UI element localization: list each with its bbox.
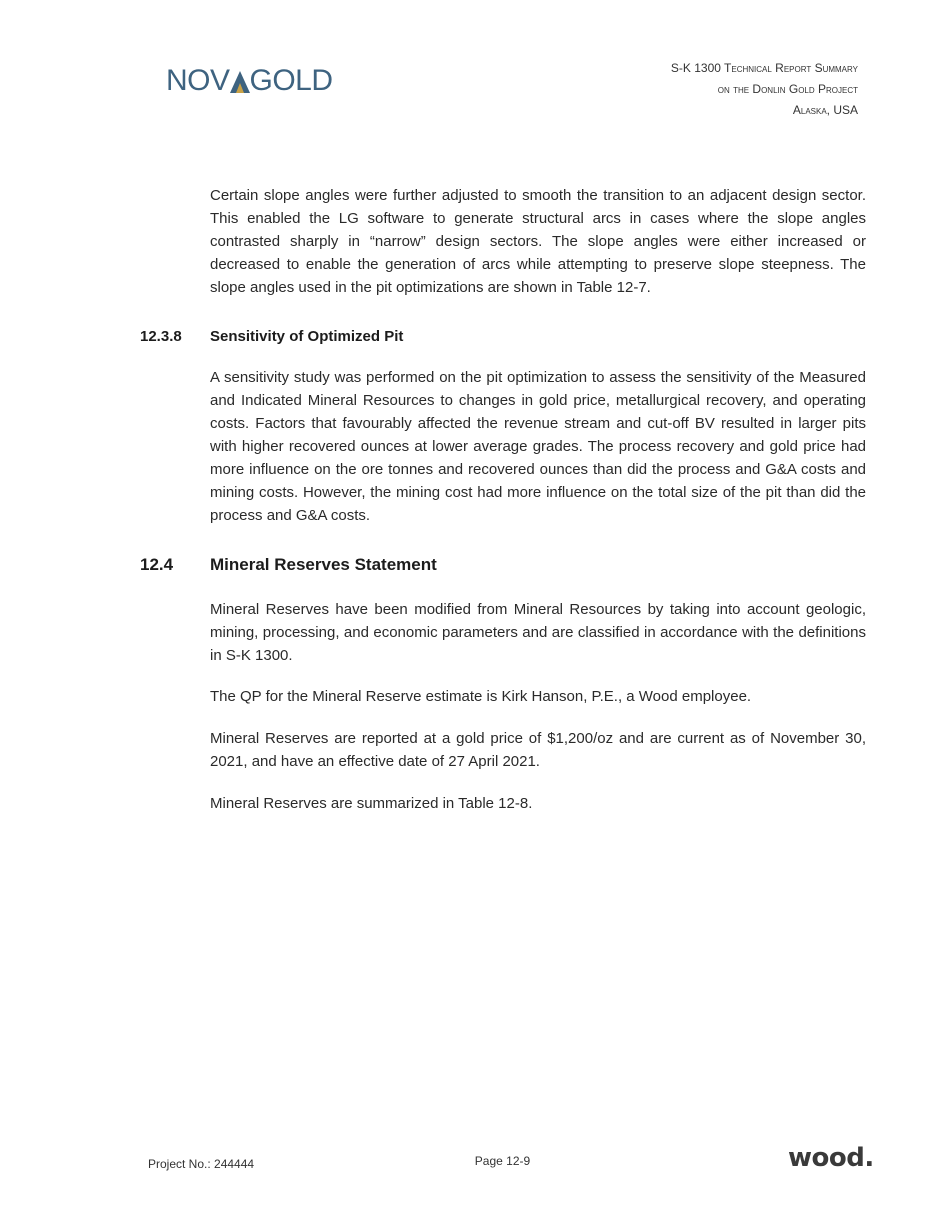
report-title-line2: on the Donlin Gold Project bbox=[717, 82, 858, 96]
intro-paragraph: Certain slope angles were further adjusted to smooth the transition to an adjacent design sector. This enabled the LG software to generate structural arcs in cases where the slope angles contrasted sharply in “narrow” design sectors. The slope angles were either increased or decreased to enable the generation of arcs while attempting to preserve slope steepness. The slope angles used in the pit optimizations are shown in Table 12-7. bbox=[210, 187, 866, 296]
logo-text-suffix: GOLD bbox=[249, 64, 333, 97]
report-title-line1: S-K 1300 Technical Report Summary bbox=[670, 61, 858, 75]
report-title-line3: Alaska, USA bbox=[792, 103, 858, 117]
section-number: 12.3.8 bbox=[140, 328, 182, 345]
project-number: Project No.: 244444 bbox=[148, 1157, 255, 1171]
reserves-paragraph-1: Mineral Reserves have been modified from Mineral Resources by taking into account geologic, mining, processing, and economic parameters and are classified in accordance with the definitions in S-K 1300. bbox=[210, 601, 866, 664]
section-number: 12.4 bbox=[140, 555, 174, 574]
sensitivity-paragraph: A sensitivity study was performed on the pit optimization to assess the sensitivity of the Measured and Indicated Mineral Resources to changes in gold price, metallurgical recovery, and operating costs. Factors that favourably affected the revenue stream and cut-off BV resulted in larger pits with higher recovered ounces at lower average grades. The process recovery and gold price had more influence on the ore tonnes and recovered ounces than did the process and G&A costs and mining costs. However, the mining cost had more influence on the total size of the pit than did the process and G&A costs. bbox=[210, 369, 866, 524]
reserves-paragraph-4: Mineral Reserves are summarized in Table 12-8. bbox=[210, 795, 533, 812]
novagold-logo bbox=[166, 62, 333, 100]
reserves-paragraph-3: Mineral Reserves are reported at a gold price of $1,200/oz and are current as of November 30, 2021, and have an effective date of 27 April 2021. bbox=[210, 730, 866, 770]
logo-a-mark-icon bbox=[230, 62, 250, 100]
wood-logo: wood. bbox=[788, 1143, 874, 1173]
page-number: Page 12-9 bbox=[474, 1154, 531, 1168]
section-title: Mineral Reserves Statement bbox=[210, 555, 437, 574]
report-header bbox=[671, 58, 858, 121]
section-title: Sensitivity of Optimized Pit bbox=[210, 328, 404, 345]
logo-text-prefix: NOV bbox=[166, 64, 230, 97]
reserves-paragraph-2: The QP for the Mineral Reserve estimate is Kirk Hanson, P.E., a Wood employee. bbox=[210, 688, 752, 705]
